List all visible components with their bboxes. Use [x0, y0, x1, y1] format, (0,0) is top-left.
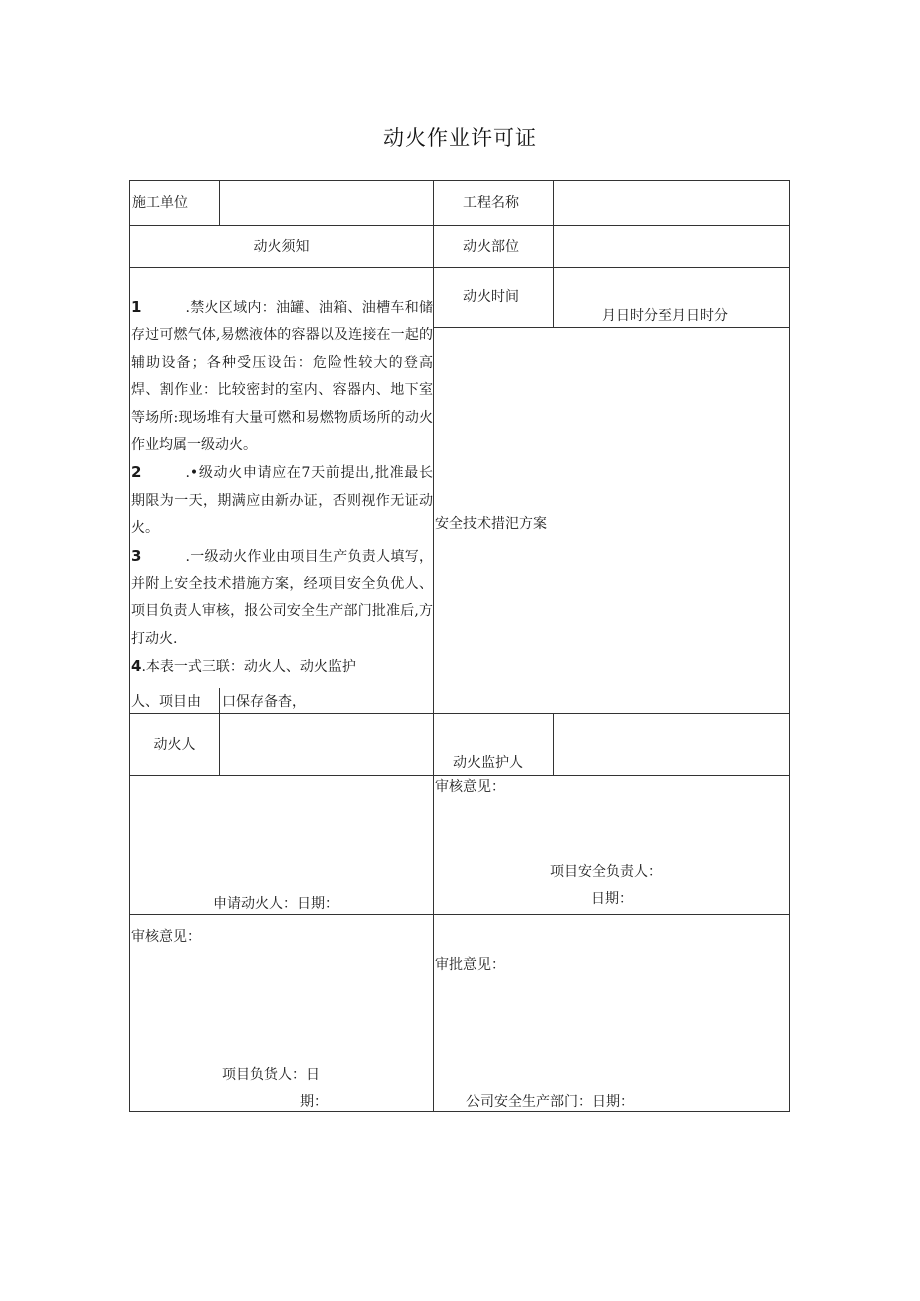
- approval-opinion-label: 审批意见：: [435, 957, 505, 973]
- notice-tail-left: 人、项目由: [131, 694, 201, 710]
- row-divider: [130, 775, 789, 776]
- notice-item: 2 .•级动火申请应在7天前提出,批准最长期限为一天，期满应由新办证，否则视作无证动火。: [131, 463, 433, 537]
- notice-item: 3 .一级动火作业由项目生产负责人填写，并附上安全技术措施方案，经项目安全负优人、项目负责人审核，报公司安全生产部门批准后,方打动火.: [131, 546, 433, 647]
- dept-date-line: 公司安全生产部门：日期：: [466, 1094, 634, 1110]
- time-value[interactable]: 月日时分至月日时分: [602, 308, 728, 324]
- operator-label: 动火人: [153, 737, 196, 753]
- row-divider: [130, 225, 789, 226]
- notice-item: 1 .禁火区域内：油罐、油箱、油槽车和储存过可燃气体,易燃液体的容器以及连接在一起的辅助设备；各种受压设缶：危险性较大的登高焊、割作业：比较密封的室内、容器内、地下室等场所:现场堆有大量可燃和易燃物质场所的动火作业均属一级动火。: [131, 298, 433, 454]
- col-divider: [553, 181, 554, 327]
- row-divider: [130, 713, 789, 714]
- notice-text: [131, 294, 433, 682]
- notice-item: 4.本表一式三联：动火人、动火监护: [131, 657, 356, 676]
- col-divider: [219, 181, 220, 225]
- col-divider: [219, 688, 220, 713]
- project-name-label: 工程名称: [463, 195, 519, 211]
- construction-unit-field[interactable]: [222, 193, 427, 213]
- col-divider: [433, 181, 434, 1111]
- notice-header: 动火须知: [253, 239, 310, 255]
- row-divider: [130, 267, 789, 268]
- supervisor-label: 动火监护人: [453, 755, 523, 771]
- manager-line: 项目负货人：日: [222, 1067, 320, 1083]
- location-label: 动火部位: [463, 239, 519, 255]
- supervisor-field[interactable]: [558, 735, 783, 755]
- location-field[interactable]: [558, 237, 783, 257]
- manager-date: 期：: [300, 1094, 328, 1110]
- notice-tail-right: 口保存备杳，: [222, 694, 306, 710]
- permit-form: [129, 180, 790, 1112]
- safety-officer-label: 项目安全负责人：: [550, 864, 662, 880]
- applicant-date-line: 申请动火人：日期：: [213, 896, 339, 912]
- col-divider: [553, 713, 554, 775]
- review-opinion-label: 审核意见：: [131, 929, 201, 945]
- safety-plan-label: 安全技术措汜方案: [435, 516, 547, 532]
- row-divider: [130, 914, 789, 915]
- review-opinion-label: 审核意见：: [435, 779, 505, 795]
- project-name-field[interactable]: [558, 193, 783, 213]
- construction-unit-label: 施工单位: [132, 195, 188, 211]
- safety-date-label: 日期：: [591, 891, 633, 907]
- time-label: 动火时间: [463, 289, 519, 305]
- page-title: 动火作业许可证: [383, 126, 537, 150]
- col-divider: [219, 713, 220, 775]
- operator-field[interactable]: [222, 735, 427, 755]
- row-divider: [433, 327, 789, 328]
